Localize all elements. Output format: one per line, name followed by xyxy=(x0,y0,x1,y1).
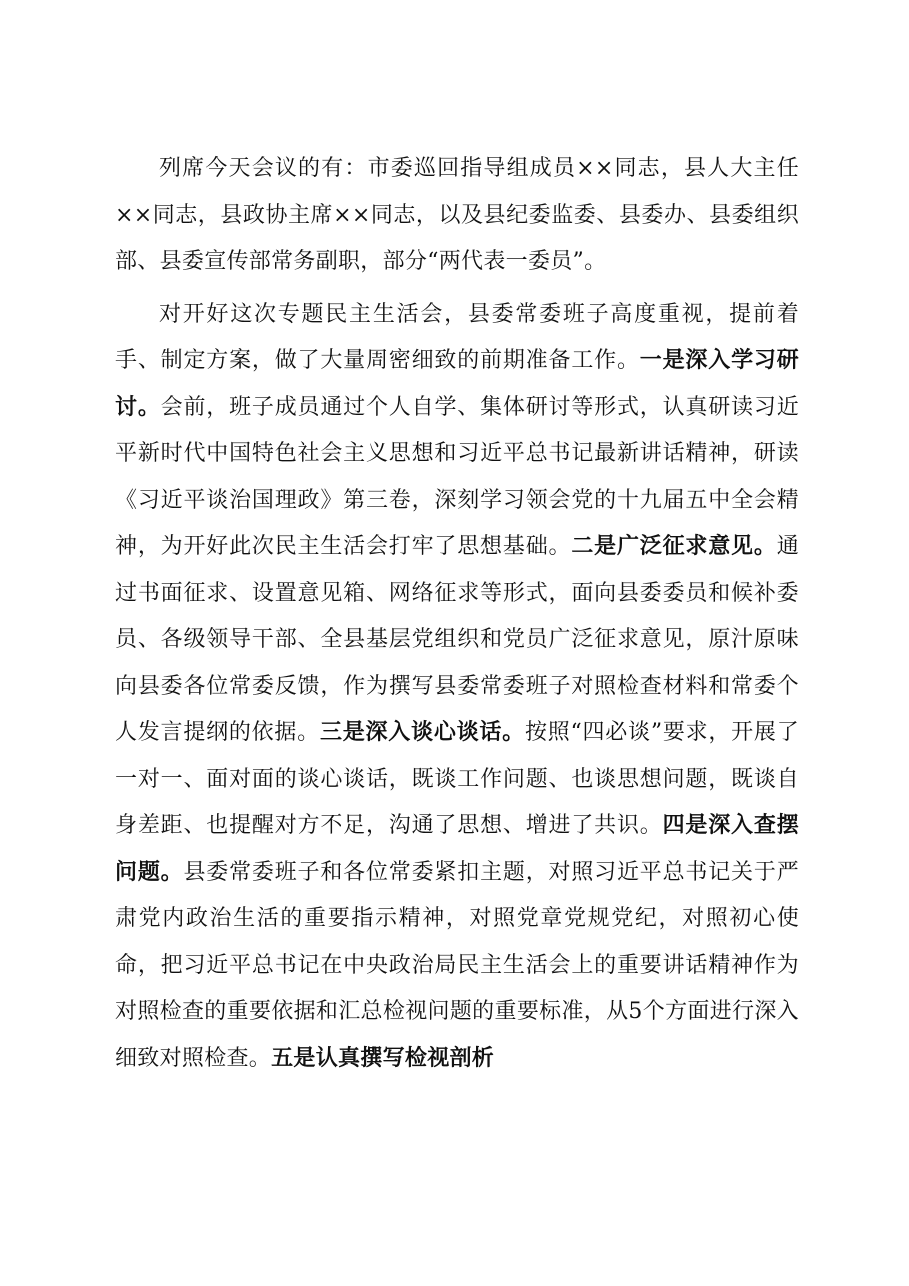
text-segment: 列席今天会议的有：市委巡回指导组成员××同志，县人大主任××同志，县政协主席××同志，以及县纪委监委、县委办、县委组织部、县委宣传部常务副职，部分“两代表一委员”。 xyxy=(115,156,799,274)
bold-heading-one: 一是深入学习研讨。 xyxy=(115,348,799,420)
text-segment: 通过书面征求、设置意见箱、网络征求等形式，面向县委委员和候补委员、各级领导干部、全县基层党组织和党员广泛征求意见，原汁原味向县委各位常委反馈，作为撰写县委常委班子对照检查材料和常委个人发言提纲的依据。 xyxy=(115,534,799,745)
text-segment: 县委常委班子和各位常委紧扣主题，对照习近平总书记关于严肃党内政治生活的重要指示精神，对照党章党规党纪，对照初心使命，把习近平总书记在中央政治局民主生活会上的重要讲话精神作为对照检查的重要依据和汇总检视问题的重要标准，从5个方面进行深入细致对照检查。 xyxy=(115,859,799,1071)
bold-heading-three: 三是深入谈心谈话。 xyxy=(319,720,525,745)
paragraph-preparation xyxy=(115,292,799,1083)
bold-heading-two: 二是广泛征求意见。 xyxy=(571,534,777,559)
paragraph-attendees xyxy=(115,146,799,286)
document-body xyxy=(115,146,799,1082)
text-segment: 会前，班子成员通过个人自学、集体研讨等形式，认真研读习近平新时代中国特色社会主义思想和习近平总书记最新讲话精神，研读《习近平谈治国理政》第三卷，深刻学习领会党的十九届五中全会精神，为开好此次民主生活会打牢了思想基础。 xyxy=(115,394,799,559)
bold-heading-four: 四是深入查摆问题。 xyxy=(115,813,799,885)
text-segment: 按照“四必谈”要求，开展了一对一、面对面的谈心谈话，既谈工作问题、也谈思想问题，既谈自身差距、也提醒对方不足，沟通了思想、增进了共识。 xyxy=(115,720,800,838)
text-segment: 对开好这次专题民主生活会，县委常委班子高度重视，提前着手、制定方案，做了大量周密细致的前期准备工作。 xyxy=(115,301,799,373)
bold-heading-five: 五是认真撰写检视剖析 xyxy=(271,1045,495,1071)
